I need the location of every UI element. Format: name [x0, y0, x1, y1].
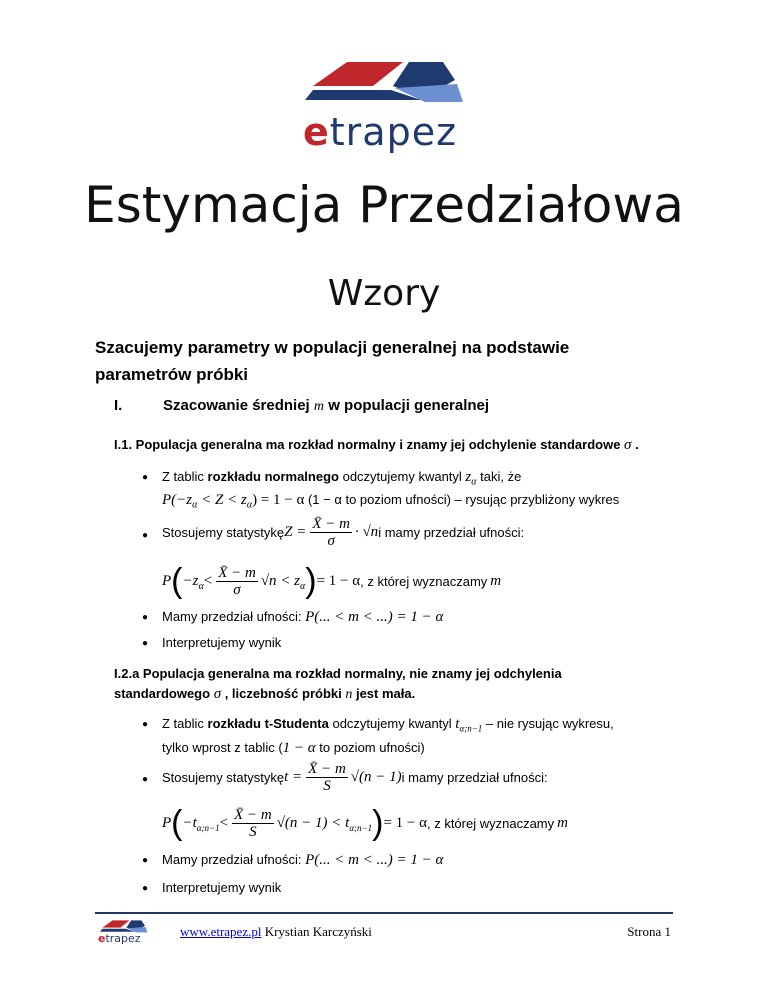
sub1-interval-formula: P ( −z $_\alpha$ < $\frac{X̄ - m}{\sigma}$ √n < z $_\alpha$ ) = 1 − α , z której wyznaczamy m [162, 562, 502, 600]
logo-trapezoid-graphic [295, 54, 475, 114]
sub2-bullet-3: Mamy przedział ufności: P(... < m < ...) = 1 − α [162, 852, 444, 868]
bullet-dot: ● [142, 638, 149, 649]
bullet-dot: ● [142, 883, 149, 894]
sub1-bullet-2: Stosujemy statystykę Z = $\frac{X̄ - m}{\sigma}$ · √n i mamy przedział ufności: [162, 515, 525, 549]
footer-author: Krystian Karczyński [261, 924, 372, 939]
footer-credit [180, 924, 372, 940]
sub1-bullet-4: Interpretujemy wynik [162, 635, 282, 650]
logo-trapez: trapez [329, 110, 458, 154]
fraction: $\frac{X̄ - m}{S}$ [234, 806, 272, 840]
section-number: I. [114, 397, 123, 414]
logo-e: e [303, 110, 330, 154]
sub2-bullet-1: Z tablic rozkładu t-Studenta odczytujemy kwantyl $t_{\alpha;n-1}$ – nie rysując wykresu, [162, 716, 614, 734]
bullet-dot: ● [142, 774, 149, 785]
sub2-bullet-1-line-2: tylko wprost z tablic (1 − α to poziom ufności) [162, 740, 425, 756]
bullet-dot: ● [142, 612, 149, 623]
intro-heading [95, 334, 695, 388]
section-heading [114, 397, 122, 414]
sub2-bullet-4: Interpretujemy wynik [162, 880, 282, 895]
page-subtitle: Wzory [327, 273, 441, 314]
bullet-dot: ● [142, 472, 149, 483]
fraction: $\frac{X̄ - m}{S}$ [308, 760, 346, 794]
sub1-bullet-1: Z tablic rozkładu normalnego odczytujemy kwantyl $z_\alpha$ taki, że [162, 469, 522, 488]
bullet-dot: ● [142, 719, 149, 730]
sub2-bullet-2: Stosujemy statystykę t = $\frac{X̄ - m}{S}$ √(n − 1) i mamy przedział ufności: [162, 760, 548, 794]
footer-logo-wordmark: etrapez [98, 932, 141, 945]
footer-website-link[interactable]: www.etrapez.pl [180, 924, 262, 939]
bullet-dot: ● [142, 530, 149, 541]
fraction: $\frac{X̄ - m}{\sigma}$ [218, 564, 256, 598]
intro-line-1: Szacujemy parametry w populacji generalnej na podstawie [95, 338, 570, 357]
section-title: Szacowanie średniej m w populacji generalnej [163, 397, 490, 414]
sub2-interval-formula: P ( −t $_{\alpha;n-1}$ < $\frac{X̄ - m}{S}$ √(n − 1) < t $_{\alpha;n-1}$ ) = 1 − α , z której wyznaczamy m [162, 804, 568, 842]
footer-logo [96, 918, 152, 948]
etrapez-logo [295, 54, 475, 166]
page-title: Estymacja Przedziałowa [84, 176, 684, 234]
intro-line-2: parametrów próbki [95, 365, 249, 384]
footer-divider [95, 912, 673, 914]
fraction: $\frac{X̄ - m}{\sigma}$ [312, 515, 350, 549]
logo-wordmark [303, 112, 457, 152]
subsection-heading-2: I.2.a Populacja generalna ma rozkład normalny, nie znamy jej odchylenia standardowego σ , liczebność próbki n jest mała. [114, 666, 562, 702]
sub1-bullet-3: Mamy przedział ufności: P(... < m < ...) = 1 − α [162, 609, 444, 625]
subsection-heading-1: I.1. Populacja generalna ma rozkład normalny i znamy jej odchylenie standardowe σ . [114, 437, 639, 453]
bullet-dot: ● [142, 855, 149, 866]
page-number: Strona 1 [627, 924, 671, 939]
sub1-bullet-1-formula: $P(-z_\alpha < Z < z_\alpha) = 1 - \alpha$ (1 − α to poziom ufności) – rysując przybliżony wykres [162, 492, 620, 511]
